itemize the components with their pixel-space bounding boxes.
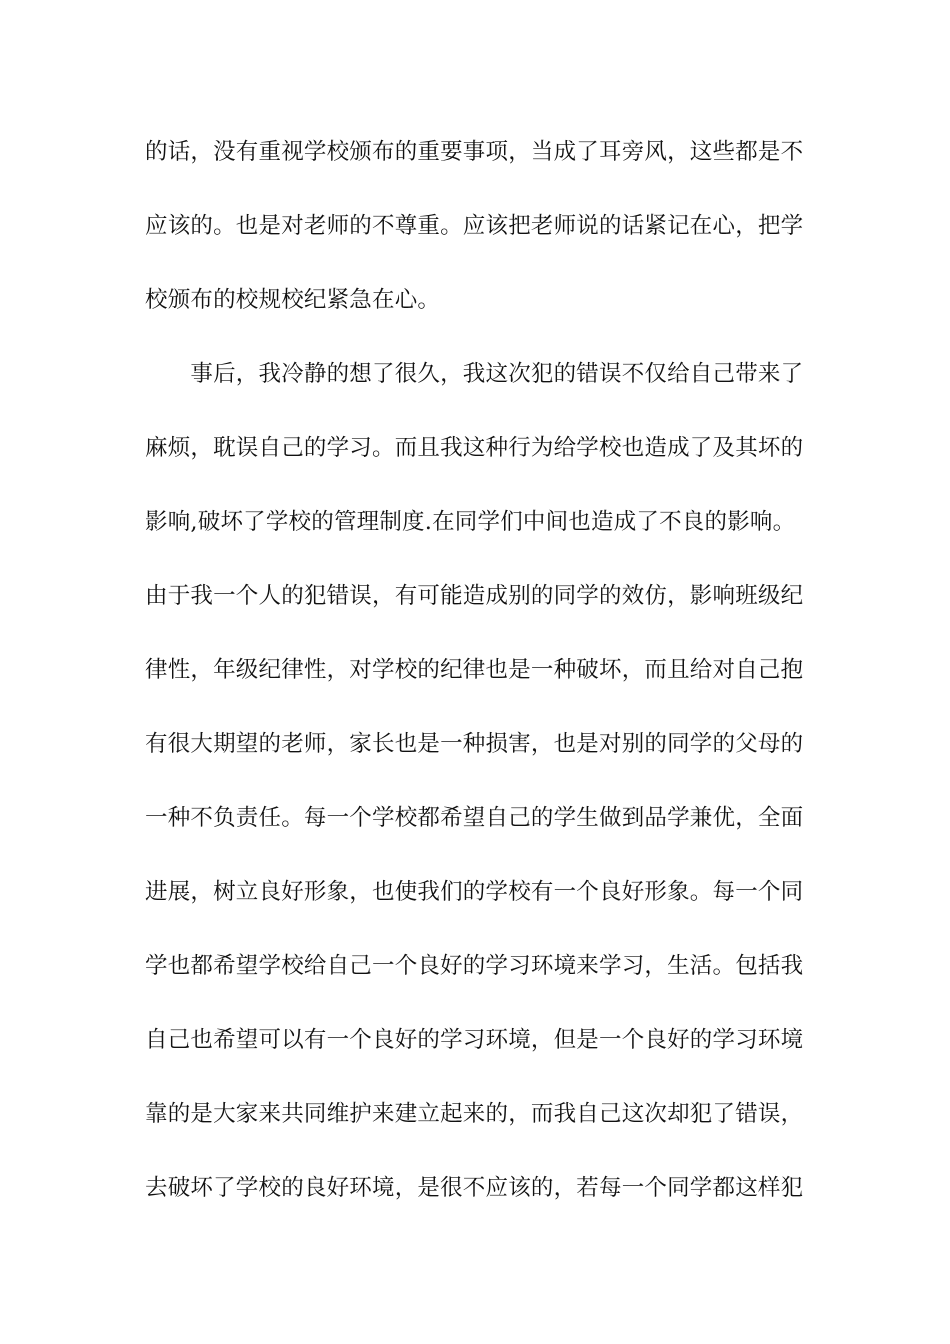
text-line-15: 去破坏了学校的良好环境，是很不应该的，若每一个同学都这样犯 xyxy=(145,1175,804,1201)
text-line-7: 由于我一个人的犯错误，有可能造成别的同学的效仿，影响班级纪 xyxy=(145,583,804,609)
text-line-9: 有很大期望的老师，家长也是一种损害，也是对别的同学的父母的 xyxy=(145,731,804,757)
text-line-1: 的话，没有重视学校颁布的重要事项，当成了耳旁风，这些都是不 xyxy=(145,139,804,165)
text-line-5: 麻烦，耽误自己的学习。而且我这种行为给学校也造成了及其坏的 xyxy=(145,435,804,461)
text-line-8: 律性，年级纪律性，对学校的纪律也是一种破坏，而且给对自己抱 xyxy=(145,657,804,683)
text-line-2: 应该的。也是对老师的不尊重。应该把老师说的话紧记在心，把学 xyxy=(145,213,804,239)
text-line-14: 靠的是大家来共同维护来建立起来的，而我自己这次却犯了错误， xyxy=(145,1101,804,1127)
text-line-10: 一种不负责任。每一个学校都希望自己的学生做到品学兼优，全面 xyxy=(145,805,804,831)
text-line-6: 影响,破坏了学校的管理制度.在同学们中间也造成了不良的影响。 xyxy=(145,509,796,535)
text-line-12: 学也都希望学校给自己一个良好的学习环境来学习，生活。包括我 xyxy=(145,953,804,979)
text-line-13: 自己也希望可以有一个良好的学习环境，但是一个良好的学习环境 xyxy=(145,1027,804,1053)
text-line-4: 事后，我冷静的想了很久，我这次犯的错误不仅给自己带来了 xyxy=(145,361,804,387)
text-line-3: 校颁布的校规校纪紧急在心。 xyxy=(145,287,441,313)
text-line-11: 进展，树立良好形象，也使我们的学校有一个良好形象。每一个同 xyxy=(145,879,804,905)
